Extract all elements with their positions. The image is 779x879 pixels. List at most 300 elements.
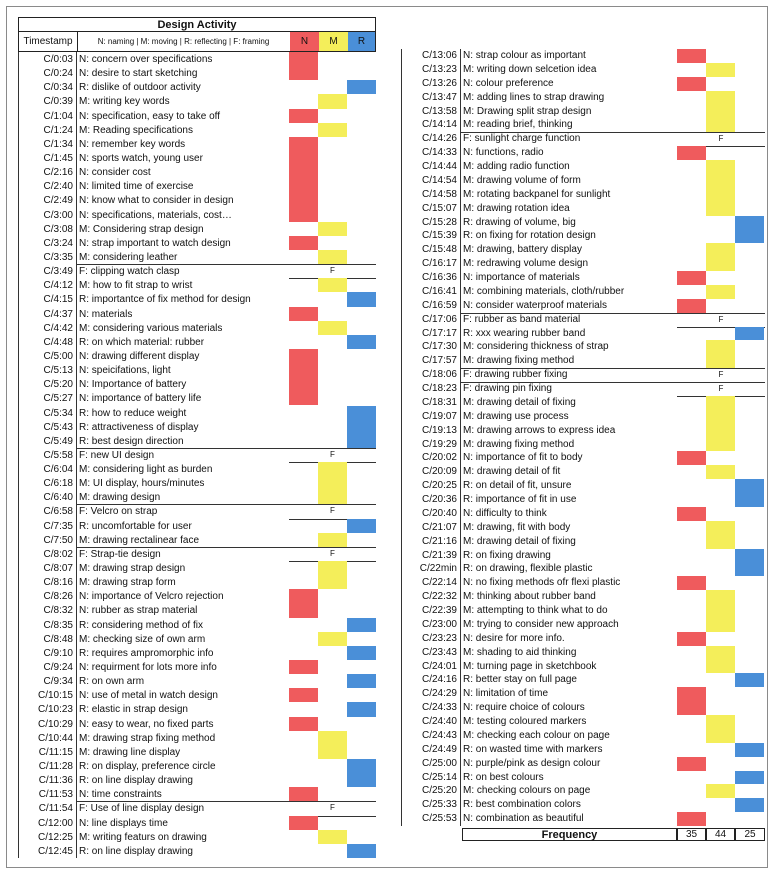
- row-timestamp: C/2:40: [43, 181, 73, 193]
- row-timestamp: C/4:15: [43, 294, 73, 306]
- row-timestamp: C/5:27: [43, 393, 73, 405]
- code-cell-n: [289, 307, 318, 321]
- row-description: R: drawing of volume, big: [463, 216, 576, 228]
- code-cell-n: [289, 688, 318, 702]
- row-timestamp: C/4:37: [43, 308, 73, 320]
- row-timestamp: C/13:47: [421, 91, 457, 103]
- code-cell-n: [289, 391, 318, 405]
- row-description: N: Importance of battery: [79, 379, 187, 391]
- row-timestamp: C/17:30: [421, 341, 457, 353]
- row-description: N: time constraints: [79, 789, 162, 801]
- row-description: F: Velcro on strap: [79, 506, 158, 518]
- code-cell-m: [706, 438, 735, 452]
- code-cell-n: [677, 632, 706, 646]
- framing-mark: F: [718, 314, 724, 324]
- code-cell-n: [289, 208, 318, 222]
- row-timestamp: C/3:24: [43, 237, 73, 249]
- code-cell-r: [347, 80, 376, 94]
- code-cell-r: [347, 702, 376, 716]
- row-description: M: checking size of own arm: [79, 633, 206, 645]
- code-cell-n: [289, 179, 318, 193]
- row-timestamp: C/15:28: [421, 216, 457, 228]
- row-description: R: importance of fit in use: [463, 494, 577, 505]
- row-timestamp: C/16:17: [421, 258, 457, 270]
- row-timestamp: C/0:03: [43, 54, 73, 65]
- framing-mark: F: [718, 384, 724, 393]
- code-cell-n: [677, 576, 706, 590]
- code-cell-n: [289, 66, 318, 80]
- code-cell-m: [706, 729, 735, 743]
- row-description: N: concern over specifications: [79, 54, 213, 65]
- row-description: F: Strap-tie design: [79, 548, 161, 560]
- row-description: N: easy to wear, no fixed parts: [79, 718, 214, 730]
- row-timestamp: C/1:04: [43, 110, 73, 122]
- row-description: R: elastic in strap design: [79, 704, 188, 716]
- row-timestamp: C/6:40: [43, 492, 73, 504]
- row-timestamp: C/13:58: [421, 105, 457, 117]
- row-description: M: adding lines to strap drawing: [463, 91, 605, 103]
- row-timestamp: C/24:29: [421, 688, 457, 700]
- row-timestamp: C/14:54: [421, 174, 457, 186]
- row-description: M: turning page in sketchbook: [463, 660, 597, 672]
- frequency-naming: 35: [677, 828, 706, 841]
- code-cell-m: [706, 105, 735, 119]
- row-description: M: shading to aid thinking: [463, 646, 577, 658]
- code-cell-n: [289, 787, 318, 801]
- row-timestamp: C/5:43: [43, 421, 73, 433]
- row-description: N: combination as beautiful: [463, 813, 584, 825]
- code-cell-r: [347, 618, 376, 632]
- row-description: M: checking colours on page: [463, 785, 591, 797]
- row-timestamp: C/19:29: [421, 438, 457, 450]
- row-timestamp: C/25:33: [421, 799, 457, 811]
- code-cell-n: [677, 757, 706, 771]
- code-cell-n: [289, 165, 318, 179]
- row-description: R: considering method of fix: [79, 619, 203, 631]
- code-cell-n: [289, 589, 318, 603]
- row-timestamp: C/14:26: [421, 133, 457, 145]
- code-cell-n: [677, 77, 706, 91]
- row-description: N: importance of battery life: [79, 393, 202, 405]
- row-description: M: UI display, hours/minutes: [79, 478, 205, 490]
- header-naming: N: [290, 32, 320, 51]
- row-timestamp: C/21:07: [421, 521, 457, 533]
- row-description: R: on which material: rubber: [79, 336, 205, 348]
- row-description: N: line displays time: [79, 817, 168, 829]
- row-description: N: know what to consider in design: [79, 195, 234, 207]
- frequency-moving: 44: [706, 828, 735, 841]
- row-timestamp: C/4:42: [43, 322, 73, 334]
- code-cell-r: [735, 549, 764, 563]
- row-timestamp: C/4:12: [43, 280, 73, 292]
- row-description: R: on own arm: [79, 676, 145, 688]
- row-description: R: best combination colors: [463, 799, 581, 811]
- row-timestamp: C/11:28: [38, 761, 73, 773]
- code-cell-n: [677, 146, 706, 160]
- row-timestamp: C/20:25: [421, 480, 457, 492]
- row-description: N: desire to start sketching: [79, 68, 198, 80]
- code-cell-r: [735, 327, 764, 341]
- row-timestamp: C/11:54: [38, 803, 73, 815]
- code-cell-n: [289, 717, 318, 731]
- row-description: M: writing down selcetion idea: [463, 63, 597, 75]
- row-description: M: writing key words: [79, 96, 170, 108]
- row-timestamp: C/3:49: [43, 266, 73, 278]
- code-cell-m: [706, 174, 735, 188]
- code-cell-m: [706, 618, 735, 632]
- row-description: M: how to fit strap to wrist: [79, 280, 193, 292]
- row-description: R: uncomfortable for user: [79, 520, 192, 532]
- code-cell-r: [347, 519, 376, 533]
- framing-mark: F: [330, 803, 335, 813]
- framing-mark: F: [718, 370, 724, 380]
- framing-mark: F: [330, 266, 335, 276]
- column-divider: [460, 49, 461, 826]
- row-description: N: limited time of exercise: [79, 181, 194, 193]
- code-cell-n: [289, 603, 318, 617]
- row-description: M: Reading specifications: [79, 124, 193, 136]
- row-description: M: drawing detail of fixing: [463, 535, 576, 547]
- code-cell-n: [677, 271, 706, 285]
- row-timestamp: C/5:20: [43, 379, 73, 391]
- code-cell-m: [706, 715, 735, 729]
- row-timestamp: C/0:24: [43, 68, 73, 80]
- row-description: M: considering thickness of strap: [463, 341, 609, 353]
- code-cell-r: [735, 673, 764, 687]
- row-timestamp: C/16:36: [421, 272, 457, 283]
- code-cell-m: [706, 340, 735, 354]
- row-description: R: on detail of fit, unsure: [463, 480, 572, 492]
- row-description: R: importantce of fix method for design: [79, 294, 251, 306]
- code-cell-n: [289, 660, 318, 674]
- code-cell-m: [706, 118, 735, 132]
- row-timestamp: C/24:16: [421, 674, 457, 686]
- row-timestamp: C/18:06: [421, 369, 457, 381]
- code-cell-m: [706, 257, 735, 271]
- row-timestamp: C/14:58: [421, 188, 457, 200]
- row-timestamp: C/22:39: [421, 605, 457, 616]
- row-timestamp: C/11:53: [38, 789, 73, 801]
- row-description: R: on line display drawing: [79, 775, 193, 787]
- row-description: N: no fixing methods ofr flexi plastic: [463, 577, 621, 589]
- row-timestamp: C/11:36: [38, 775, 73, 787]
- row-timestamp: C/4:48: [43, 336, 73, 348]
- row-description: R: on drawing, flexible plastic: [463, 563, 593, 575]
- code-cell-m: [706, 354, 735, 368]
- row-description: R: better stay on full page: [463, 674, 577, 686]
- code-cell-r: [347, 773, 376, 787]
- row-description: M: drawing strap design: [79, 563, 186, 575]
- code-cell-r: [735, 493, 764, 507]
- row-description: R: attractiveness of display: [79, 421, 199, 433]
- row-timestamp: C/14:14: [421, 119, 457, 131]
- header-reflecting: R: [348, 32, 375, 51]
- row-description: M: combining materials, cloth/rubber: [463, 285, 625, 297]
- row-timestamp: C/5:58: [43, 449, 73, 461]
- code-cell-m: [318, 476, 347, 490]
- row-timestamp: C/10:29: [37, 718, 73, 730]
- row-timestamp: C/6:58: [43, 506, 73, 518]
- row-description: M: drawing line display: [79, 746, 181, 758]
- framing-mark: F: [330, 449, 335, 459]
- row-timestamp: C/24:43: [421, 729, 457, 741]
- row-description: M: thinking about rubber band: [463, 591, 596, 603]
- row-timestamp: C/8:02: [43, 548, 73, 560]
- code-cell-m: [706, 91, 735, 105]
- row-description: M: considering leather: [79, 251, 178, 263]
- row-timestamp: C/24:40: [421, 716, 457, 727]
- row-timestamp: C/7:35: [43, 520, 73, 532]
- row-description: M: drawing rotation idea: [463, 202, 570, 214]
- code-cell-n: [289, 377, 318, 391]
- row-timestamp: C/20:09: [421, 466, 457, 478]
- row-description: N: speicifations, light: [79, 365, 171, 377]
- row-timestamp: C/17:17: [421, 327, 457, 339]
- row-description: M: drawing arrows to express idea: [463, 424, 616, 436]
- code-cell-n: [289, 137, 318, 151]
- row-timestamp: C/3:35: [43, 251, 73, 263]
- row-timestamp: C/25:53: [421, 813, 457, 825]
- code-cell-m: [318, 830, 347, 844]
- row-description: F: drawing pin fixing: [463, 383, 552, 394]
- row-timestamp: C/8:07: [43, 563, 73, 575]
- row-description: R: dislike of outdoor activity: [79, 82, 201, 94]
- code-cell-r: [347, 406, 376, 420]
- row-timestamp: C/3:00: [43, 209, 73, 221]
- row-timestamp: C/25:20: [421, 785, 457, 797]
- row-timestamp: C/2:16: [43, 167, 73, 179]
- code-cell-m: [706, 660, 735, 674]
- row-description: N: strap important to watch design: [79, 237, 231, 249]
- row-timestamp: C/23:43: [421, 646, 457, 658]
- code-cell-r: [347, 335, 376, 349]
- row-description: R: requires ampromorphic info: [79, 647, 214, 659]
- row-timestamp: C/12:25: [37, 831, 73, 843]
- code-cell-m: [706, 535, 735, 549]
- code-cell-m: [318, 575, 347, 589]
- code-cell-n: [289, 236, 318, 250]
- row-timestamp: C/14:44: [421, 161, 457, 172]
- row-timestamp: C/1:45: [43, 152, 73, 164]
- row-description: M: drawing, fit with body: [463, 521, 571, 533]
- code-cell-n: [289, 816, 318, 830]
- code-cell-m: [318, 462, 347, 476]
- row-description: F: rubber as band material: [463, 313, 581, 325]
- row-timestamp: C/22:32: [421, 591, 457, 603]
- row-timestamp: C/1:34: [43, 138, 73, 150]
- row-timestamp: C/20:40: [421, 507, 457, 519]
- code-cell-m: [706, 202, 735, 216]
- frequency-label: Frequency: [462, 828, 677, 841]
- row-timestamp: C/16:59: [421, 299, 457, 311]
- framing-mark: F: [330, 506, 335, 516]
- row-description: N: use of metal in watch design: [79, 690, 218, 702]
- row-timestamp: C/8:32: [43, 605, 73, 617]
- code-cell-r: [735, 229, 764, 243]
- code-cell-m: [706, 410, 735, 424]
- row-timestamp: C/16:41: [421, 285, 457, 297]
- code-cell-m: [706, 396, 735, 410]
- row-timestamp: C/7:50: [43, 534, 73, 546]
- row-timestamp: C/18:23: [421, 383, 457, 394]
- row-timestamp: C/2:49: [43, 195, 73, 207]
- row-description: N: colour preference: [463, 77, 554, 89]
- code-cell-m: [706, 285, 735, 299]
- code-cell-n: [677, 812, 706, 826]
- row-timestamp: C/14:33: [421, 147, 457, 159]
- row-description: N: specifications, materials, cost…: [79, 209, 232, 221]
- row-description: M: redrawing volume design: [463, 258, 589, 270]
- row-timestamp: C/1:24: [43, 124, 73, 136]
- row-timestamp: C/24:49: [421, 743, 457, 755]
- row-description: M: drawing strap form: [79, 577, 176, 589]
- column-divider: [76, 52, 77, 858]
- row-description: R: best design direction: [79, 435, 184, 447]
- row-description: M: testing coloured markers: [463, 716, 587, 727]
- code-cell-r: [347, 759, 376, 773]
- row-timestamp: C/13:26: [421, 77, 457, 89]
- table-title: Design Activity: [18, 17, 376, 31]
- row-timestamp: C/23:00: [421, 618, 457, 630]
- row-description: N: drawing different display: [79, 350, 200, 362]
- row-description: N: materials: [79, 308, 133, 320]
- row-timestamp: C/5:13: [43, 365, 73, 377]
- row-description: R: on line display drawing: [79, 845, 193, 857]
- code-cell-n: [289, 151, 318, 165]
- row-timestamp: C/0:39: [43, 96, 73, 108]
- row-timestamp: C/9:24: [43, 662, 73, 674]
- row-description: M: considering light as burden: [79, 464, 213, 476]
- code-cell-m: [706, 424, 735, 438]
- header-timestamp: Timestamp: [19, 32, 78, 51]
- row-description: N: functions, radio: [463, 147, 544, 159]
- row-description: M: rotating backpanel for sunlight: [463, 188, 611, 200]
- row-description: M: attempting to think what to do: [463, 605, 608, 616]
- row-timestamp: C/11:15: [38, 746, 73, 758]
- row-description: R: on display, preference circle: [79, 761, 216, 773]
- row-description: N: remember key words: [79, 138, 186, 150]
- row-timestamp: C/9:34: [43, 676, 73, 688]
- row-description: M: writing featurs on drawing: [79, 831, 207, 843]
- code-cell-m: [706, 188, 735, 202]
- code-cell-r: [735, 771, 764, 785]
- code-cell-r: [735, 798, 764, 812]
- row-description: F: drawing rubber fixing: [463, 369, 568, 381]
- row-description: N: importance of Velcro rejection: [79, 591, 224, 603]
- row-timestamp: C/5:34: [43, 407, 73, 419]
- code-cell-n: [677, 49, 706, 63]
- code-cell-m: [318, 278, 347, 292]
- row-description: N: consider waterproof materials: [463, 299, 607, 311]
- row-description: F: clipping watch clasp: [79, 266, 180, 278]
- row-description: R: on best colours: [463, 771, 544, 783]
- row-description: R: on fixing drawing: [463, 549, 551, 561]
- row-description: N: importance of materials: [463, 272, 580, 283]
- row-timestamp: C/5:49: [43, 435, 73, 447]
- row-timestamp: C/8:48: [43, 633, 73, 645]
- row-timestamp: C/23:23: [421, 632, 457, 644]
- row-timestamp: C/18:31: [421, 396, 457, 408]
- framing-mark: F: [718, 134, 724, 144]
- row-description: N: strap colour as important: [463, 50, 586, 61]
- row-timestamp: C/6:18: [43, 478, 73, 490]
- row-description: R: on wasted time with markers: [463, 743, 603, 755]
- code-cell-m: [318, 561, 347, 575]
- row-description: R: xxx wearing rubber band: [463, 327, 586, 339]
- row-description: M: reading brief, thinking: [463, 119, 573, 131]
- row-timestamp: C/8:16: [43, 577, 73, 589]
- code-cell-r: [347, 434, 376, 448]
- row-description: M: drawing fixing method: [463, 355, 575, 367]
- row-timestamp: C/12:00: [37, 817, 73, 829]
- row-timestamp: C/5:00: [43, 350, 73, 362]
- code-cell-m: [318, 490, 347, 504]
- row-timestamp: C/19:13: [421, 424, 457, 436]
- code-cell-m: [706, 590, 735, 604]
- code-cell-r: [347, 292, 376, 306]
- code-cell-m: [706, 784, 735, 798]
- code-cell-r: [347, 674, 376, 688]
- code-cell-m: [706, 646, 735, 660]
- row-description: N: purple/pink as design colour: [463, 757, 601, 769]
- code-cell-m: [706, 604, 735, 618]
- code-cell-m: [318, 321, 347, 335]
- row-description: N: desire for more info.: [463, 632, 565, 644]
- code-cell-r: [347, 844, 376, 858]
- row-timestamp: C/12:45: [37, 845, 73, 857]
- row-description: N: requirment for lots more info: [79, 662, 217, 674]
- code-cell-r: [735, 479, 764, 493]
- row-timestamp: C/17:57: [421, 355, 457, 367]
- code-cell-n: [677, 701, 706, 715]
- row-timestamp: C/24:01: [421, 660, 457, 672]
- row-timestamp: C/25:14: [421, 771, 457, 783]
- row-description: N: importance of fit to body: [463, 452, 583, 464]
- row-timestamp: C/6:04: [43, 464, 73, 476]
- row-description: F: Use of line display design: [79, 803, 205, 815]
- row-description: F: new UI design: [79, 449, 155, 461]
- row-description: N: difficulty to think: [463, 507, 547, 519]
- row-description: M: drawing detail of fixing: [463, 396, 576, 408]
- code-cell-r: [735, 562, 764, 576]
- frequency-reflecting: 25: [735, 828, 765, 841]
- code-cell-m: [318, 731, 347, 745]
- row-timestamp: C/8:35: [43, 619, 73, 631]
- code-cell-m: [318, 745, 347, 759]
- row-description: M: drawing use process: [463, 410, 569, 422]
- table-header: [18, 31, 376, 52]
- row-timestamp: C/15:07: [421, 202, 457, 214]
- row-description: N: rubber as strap material: [79, 605, 198, 617]
- code-cell-n: [677, 451, 706, 465]
- row-description: M: Considering strap design: [79, 223, 204, 235]
- row-timestamp: C/19:07: [421, 410, 457, 422]
- row-description: M: drawing strap fixing method: [79, 732, 216, 744]
- row-timestamp: C/13:06: [421, 50, 457, 61]
- code-cell-m: [318, 94, 347, 108]
- row-timestamp: C/8:26: [43, 591, 73, 603]
- code-cell-n: [677, 507, 706, 521]
- row-description: N: require choice of colours: [463, 702, 585, 714]
- row-timestamp: C/20:36: [421, 494, 457, 505]
- row-timestamp: C/21:39: [421, 549, 457, 561]
- code-cell-r: [347, 646, 376, 660]
- code-cell-m: [706, 243, 735, 257]
- row-description: M: drawing design: [79, 492, 161, 504]
- row-timestamp: C/0:34: [43, 82, 73, 94]
- code-cell-n: [289, 109, 318, 123]
- code-cell-n: [677, 299, 706, 313]
